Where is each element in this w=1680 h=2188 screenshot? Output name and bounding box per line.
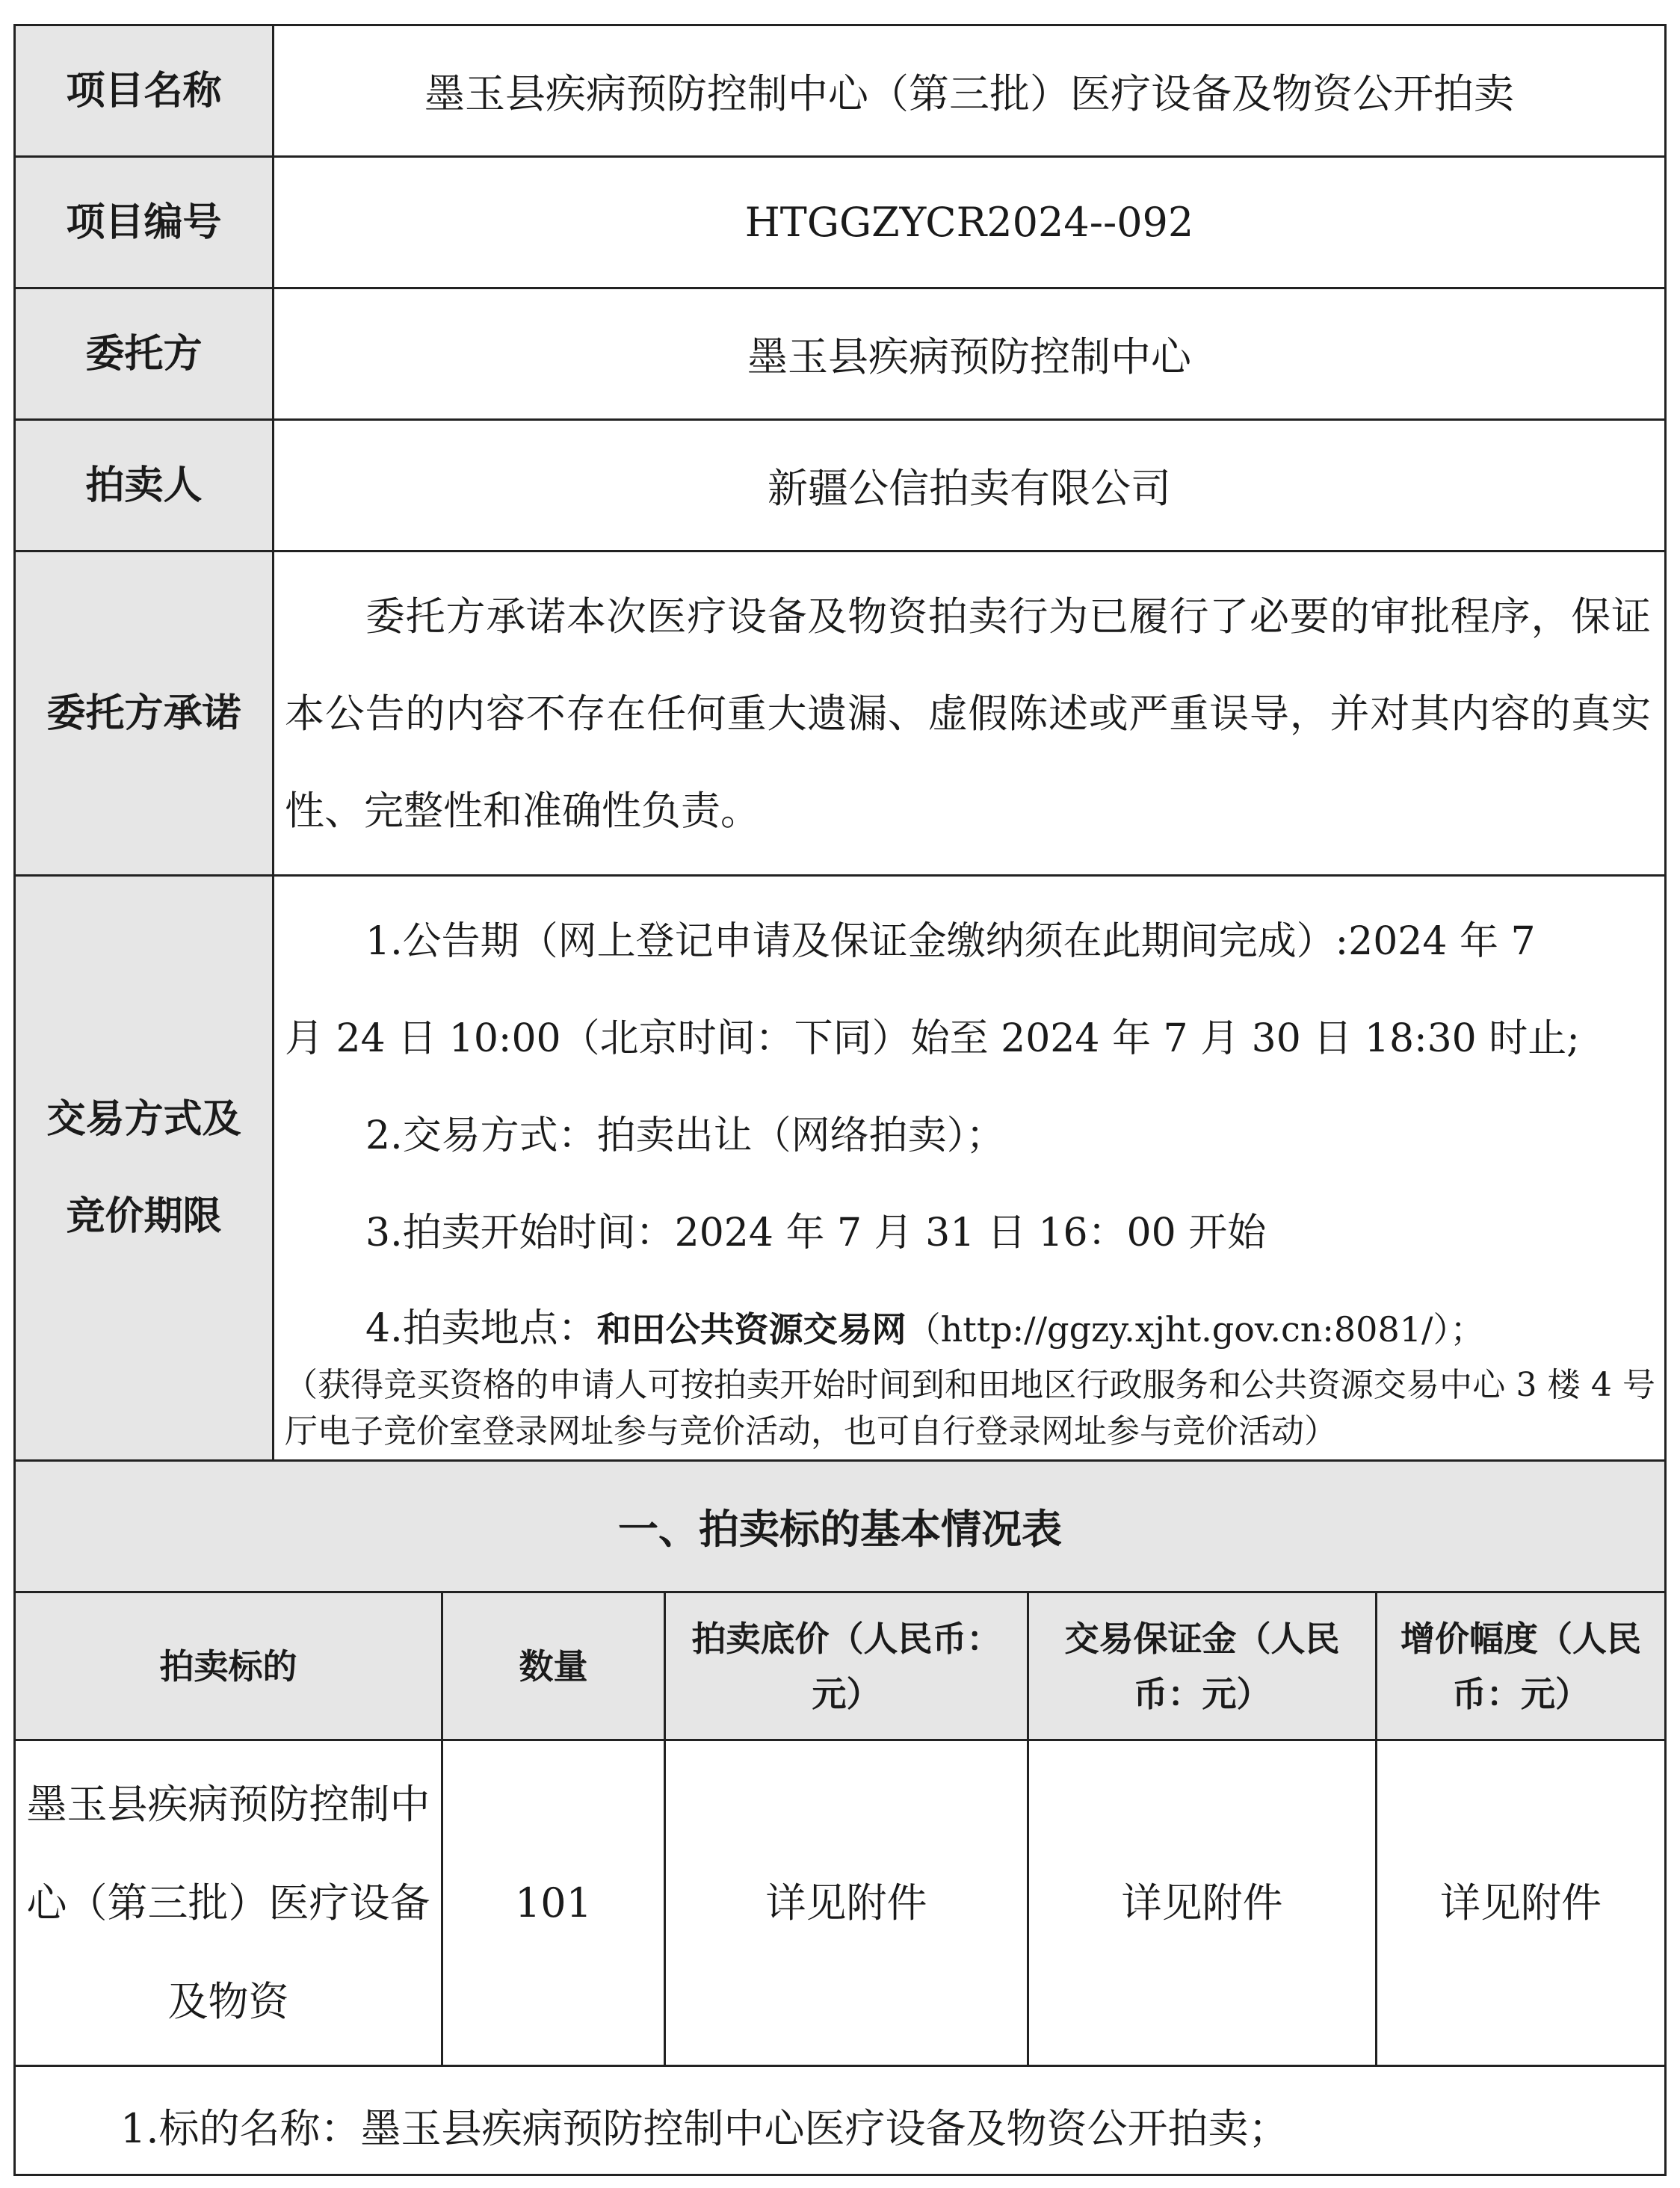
label-commitment: 委托方承诺 (16, 552, 274, 874)
row-project-no (16, 158, 1664, 289)
header-deposit: 交易保证金（人民币：元） (1029, 1593, 1377, 1739)
trade-item3: 3.拍卖开始时间：2024 年 7 月 31 日 16：00 开始 (365, 1211, 1267, 1255)
cell-quantity: 101 (443, 1741, 666, 2065)
trade-item4 (285, 1297, 1657, 1353)
cell-reserve-price: 详见附件 (666, 1741, 1029, 2065)
trade-item4-url: （http://ggzy.xjht.gov.cn:8081/）； (906, 1309, 1485, 1350)
value-project-no: HTGGZYCR2024--092 (744, 199, 1194, 246)
cell-increment: 详见附件 (1440, 1879, 1602, 1926)
trade-item1-line1: 1.公告期（网上登记申请及保证金缴纳须在此期间完成）:2024 年 7 (365, 919, 1536, 964)
header-lot: 拍卖标的 (16, 1593, 443, 1739)
label-project-no: 项目编号 (16, 158, 274, 287)
label-client: 委托方 (16, 289, 274, 418)
table-header-row (16, 1593, 1664, 1741)
footer-row (16, 2067, 1664, 2172)
label-auctioneer: 拍卖人 (16, 421, 274, 550)
value-client: 墨玉县疾病预防控制中心 (747, 333, 1191, 380)
label-trade-line2: 竞价期限 (66, 1194, 222, 1239)
trade-item4-site: 和田公共资源交易网 (596, 1309, 907, 1350)
announcement-table (13, 24, 1667, 2176)
cell-lot-name: 墨玉县疾病预防控制中心（第三批）医疗设备及物资 (16, 1741, 443, 2065)
header-increment: 增价幅度（人民币：元） (1377, 1593, 1664, 1739)
row-trade (16, 877, 1664, 1462)
row-commitment (16, 552, 1664, 877)
label-trade-line1: 交易方式及 (46, 1097, 241, 1142)
label-trade (16, 877, 274, 1459)
trade-item1-line2: 月 24 日 10:00（北京时间：下同）始至 2024 年 7 月 30 日 18:30 时止; (285, 1016, 1580, 1061)
section-title: 一、拍卖标的基本情况表 (16, 1462, 1664, 1593)
value-project-name: 墨玉县疾病预防控制中心（第三批）医疗设备及物资公开拍卖 (424, 70, 1514, 117)
cell-deposit: 详见附件 (1029, 1741, 1377, 2065)
header-quantity: 数量 (443, 1593, 666, 1739)
label-project-name: 项目名称 (16, 26, 274, 155)
row-project-name (16, 26, 1664, 158)
commitment-text: 委托方承诺本次医疗设备及物资拍卖行为已履行了必要的审批程序，保证本公告的内容不存在任何重大遗漏、虚假陈述或严重误导，并对其内容的真实性、完整性和准确性负责。 (285, 594, 1651, 834)
table-row (16, 1741, 1664, 2067)
trade-note: （获得竞买资格的申请人可按拍卖开始时间到和田地区行政服务和公共资源交易中心 3 楼 4 号厅电子竞价室登录网址参与竞价活动，也可自行登录网址参与竞价活动） (285, 1366, 1655, 1450)
value-auctioneer: 新疆公信拍卖有限公司 (768, 465, 1171, 512)
trade-item2: 2.交易方式：拍卖出让（网络拍卖）； (365, 1113, 1005, 1158)
row-client (16, 289, 1664, 421)
footer-text: 1.标的名称：墨玉县疾病预防控制中心医疗设备及物资公开拍卖； (120, 2105, 1289, 2152)
trade-item4-prefix: 4.拍卖地点： (365, 1306, 597, 1351)
header-reserve-price: 拍卖底价（人民币：元） (666, 1593, 1029, 1739)
row-auctioneer (16, 421, 1664, 552)
